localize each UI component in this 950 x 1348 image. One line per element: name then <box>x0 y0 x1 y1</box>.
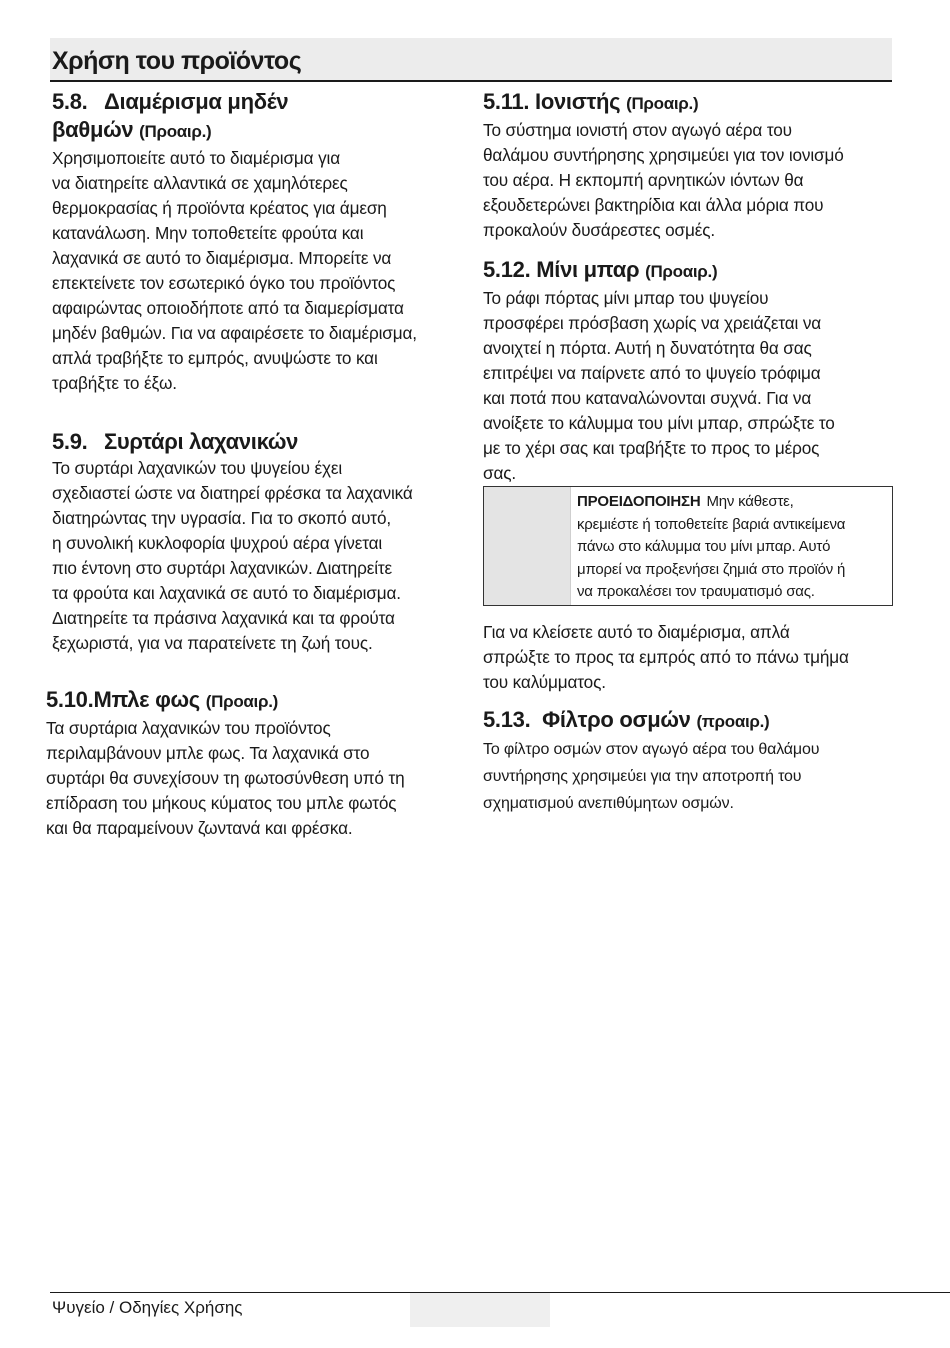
warning-side-panel <box>484 487 571 605</box>
section-body: Το ράφι πόρτας μίνι μπαρ του ψυγείου προσφέρει πρόσβαση χωρίς να χρειάζεται να ανοιχτεί η πόρτα. Αυτή η δυνατότητα θα σας επιτρέψει να παίρνετε από το ψυγείο τρόφιμα και ποτά που καταναλώνονται συχνά. Για να ανοίξετε το κάλυμμα του μίνι μπαρ, σπρώξτε το με το χέρι σας και τραβήξτε το προς το μέρος σας. <box>483 288 835 483</box>
section-5-8 <box>52 88 467 396</box>
optional-tag: (Προαιρ.) <box>645 262 718 281</box>
section-5-10 <box>46 686 461 841</box>
section-number: 5.13. <box>483 707 531 732</box>
section-5-12 <box>483 256 893 486</box>
section-body: Χρησιμοποιείτε αυτό το διαμέρισμα για να διατηρείτε αλλαντικά σε χαμηλότερες θερμοκρασίας ή προϊόντα κρέατος για άμεση κατανάλωση. Μην τοποθετείτε φρούτα και λαχανικά σε αυτό το διαμέρισμα. Μπορείτε να επεκτείνετε τον εσωτερικό όγκο του προϊόντος αφαιρώντας οποιοδήποτε από τα διαμερίσματα μηδέν βαθμών. Για να αφαιρέσετε το διαμέρισμα, απλά τραβήξτε το εμπρός, ανυψώστε το και τραβήξτε το έξω. <box>52 148 417 393</box>
warning-text: ΠΡΟΕΙΔΟΠΟΙΗΣΗ Μην κάθεστε, κρεμιέστε ή τοποθετείτε βαριά αντικείμενα πάνω στο κάλυμμα του μίνι μπαρ. Αυτό μπορεί να προξενήσει ζημιά στο προϊόν ή να προκαλέσει τον τραυματισμό σας. <box>577 493 846 600</box>
warning-label: ΠΡΟΕΙΔΟΠΟΙΗΣΗ <box>577 493 701 510</box>
section-title-cont: βαθμών <box>52 117 134 142</box>
section-heading <box>52 428 467 456</box>
section-title: Διαμέρισμα μηδέν <box>104 89 289 114</box>
section-5-9 <box>52 428 467 656</box>
optional-tag: (Προαιρ.) <box>626 94 699 113</box>
page-number-box <box>410 1293 550 1327</box>
section-number: 5.9. <box>52 429 88 454</box>
optional-tag: (προαιρ.) <box>696 712 770 731</box>
section-title: Μπλε φως <box>93 687 200 712</box>
section-heading <box>483 88 893 118</box>
optional-tag: (Προαιρ.) <box>139 122 212 141</box>
section-body: Το σύστημα ιονιστή στον αγωγό αέρα του θαλάμου συντήρησης χρησιμεύει για τον ιονισμό του αέρα. Η εκπομπή αρνητικών ιόντων θα εξουδετερώνει βακτηρίδια και άλλα μόρια που προκαλούν δυσάρεστες οσμές. <box>483 120 844 240</box>
section-body: Για να κλείσετε αυτό το διαμέρισμα, απλά σπρώξτε το προς τα εμπρός από το πάνω τμήμα του καλύμματος. <box>483 622 849 692</box>
section-title: Συρτάρι λαχανικών <box>104 429 299 454</box>
section-number: 5.11. <box>483 89 530 114</box>
section-heading <box>46 686 461 716</box>
section-body: Τα συρτάρια λαχανικών του προϊόντος περιλαμβάνουν μπλε φως. Τα λαχανικά στο συρτάρι θα συνεχίσουν τη φωτοσύνθεση υπό τη επίδραση του μήκους κύματος του μπλε φωτός και θα παραμείνουν ζωντανά και φρέσκα. <box>46 718 405 838</box>
section-heading <box>483 706 893 736</box>
section-body: Το φίλτρο οσμών στον αγωγό αέρα του θαλάμου συντήρησης χρησιμεύει για την αποτροπή του σχηματισμού ανεπιθύμητων οσμών. <box>483 741 820 812</box>
section-number: 5.8. <box>52 89 88 114</box>
section-title: Μίνι μπαρ <box>536 257 640 282</box>
section-5-12-after <box>483 620 893 695</box>
section-heading <box>483 256 893 286</box>
section-title: Ιονιστής <box>535 89 621 114</box>
section-5-13 <box>483 706 893 817</box>
section-number: 5.10. <box>46 687 94 712</box>
section-number: 5.12. <box>483 257 531 282</box>
section-title: Φίλτρο οσμών <box>542 707 691 732</box>
section-body: Το συρτάρι λαχανικών του ψυγείου έχει σχεδιαστεί ώστε να διατηρεί φρέσκα τα λαχανικά διατηρώντας την υγρασία. Για το σκοπό αυτό, η συνολική κυκλοφορία ψυχρού αέρα γίνεται πιο έντονη στο συρτάρι λαχανικών. Διατηρείτε τα φρούτα και λαχανικά σε αυτό το διαμέρισμα. Διατηρείτε τα πράσινα λαχανικά και τα φρούτα ξεχωριστά, για να παρατείνετε τη ζωή τους. <box>52 458 413 653</box>
section-heading <box>52 88 467 146</box>
section-5-11 <box>483 88 893 243</box>
warning-box <box>483 486 893 606</box>
page-title: Χρήση του προϊόντος <box>52 47 302 75</box>
optional-tag: (Προαιρ.) <box>205 692 278 711</box>
page-header <box>50 38 892 82</box>
footer-text: Ψυγείο / Οδηγίες Χρήσης <box>52 1298 243 1317</box>
